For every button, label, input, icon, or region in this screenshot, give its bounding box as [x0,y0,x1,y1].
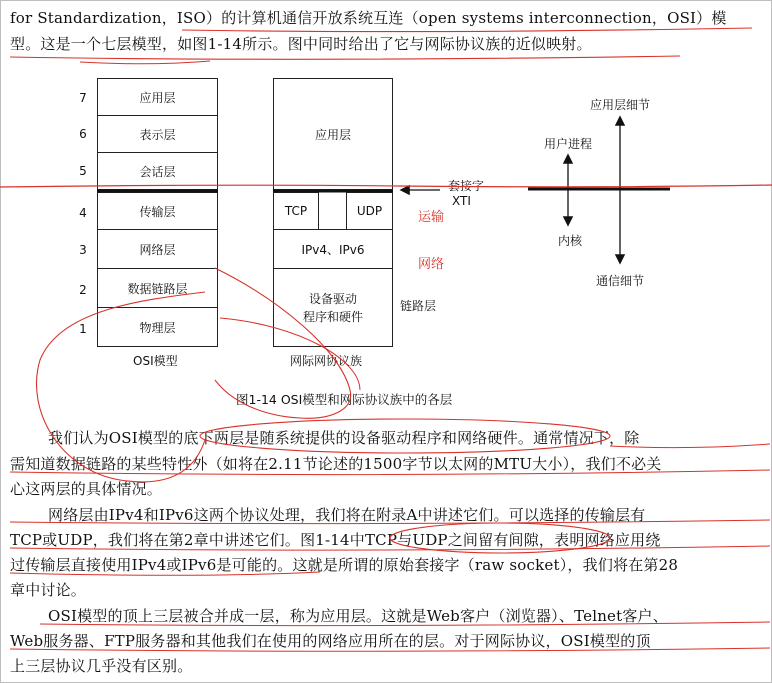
osi-layer-num: 5 [79,164,87,178]
annotation-network: 网络 [418,257,445,272]
osi-layer-application: 应用层 [97,78,218,116]
kernel-label: 内核 [558,234,583,248]
p1-line-2: 需知道数据链路的某些特性外（如将在2.11节论述的1500字节以太网的MTU大小），我们不必关 [10,455,662,473]
red-underline-intro-2 [10,56,680,59]
osi-layer-num: 4 [79,206,87,220]
red-circle-p1 [200,419,610,453]
intro-line-2: 型。这是一个七层模型，如图1-14所示。图中同时给出了它与网际协议族的近似映射。 [10,35,592,53]
p1-line-1: 我们认为OSI模型的底下两层是随系统提供的设备驱动程序和网络硬件。通常情况下，除 [48,429,640,447]
p3-line-1: OSI模型的顶上三层被合并成一层，称为应用层。这就是Web客户（浏览器）、Telnet客户、 [48,607,668,625]
osi-layer-network: 网络层 [97,229,218,269]
red-underline-intro-3 [80,61,210,64]
red-underline-p2-2 [10,546,770,550]
red-underline-p3-2 [10,648,770,651]
osi-layer-num: 6 [79,127,87,141]
osi-layer-datalink: 数据链路层 [97,268,218,308]
osi-layer-physical: 物理层 [97,307,218,347]
comm-detail-label: 通信细节 [596,274,645,288]
ip-link-layer: 设备驱动 程序和硬件 [273,268,393,347]
p1-line-3: 心这两层的具体情况。 [10,480,163,498]
osi-layer-num: 3 [79,243,87,257]
user-process-label: 用户进程 [544,137,593,151]
osi-layer-num: 7 [79,91,87,105]
red-loop-left [37,292,205,482]
red-underline-p2-1 [10,520,770,524]
ip-application-layer: 应用层 [273,78,393,190]
p2-line-3: 过传输层直接使用IPv4或IPv6是可能的。这就是所谓的原始套接字（raw socket），我们将在第28 [10,556,679,574]
red-underline-p2-3 [10,572,320,575]
red-underline-p1-2 [10,470,770,475]
figure-caption: 图1-14 OSI模型和网际协议族中的各层 [236,392,453,407]
osi-model-label: OSI模型 [133,354,178,368]
app-detail-label: 应用层细节 [590,98,651,112]
p2-line-1: 网络层由IPv4和IPv6这两个协议处理，我们将在附录A中讲述它们。可以选择的传输层有 [48,506,646,524]
intro-line-1: for Standardization，ISO）的计算机通信开放系统互连（open systems interconnection，OSI）模 [10,9,727,27]
socket-label: 套接字 [448,179,485,193]
annotation-transport: 运输 [418,210,445,225]
red-underline-p1-1 [610,444,770,448]
ip-network-layer: IPv4、IPv6 [273,229,393,269]
osi-layer-num: 2 [79,283,87,297]
link-layer-label: 链路层 [400,299,437,313]
red-divider-annotation [0,185,772,187]
xti-label: XTI [452,194,471,208]
osi-layer-num: 1 [79,322,87,336]
red-underline-p3-1 [40,622,770,626]
ip-tcp-box: TCP [273,192,319,230]
red-loop-middle [220,318,363,390]
p3-line-3: 上三层协议几乎没有区别。 [10,657,193,675]
osi-layer-session: 会话层 [97,152,218,190]
osi-layer-presentation: 表示层 [97,115,218,153]
p2-line-2: TCP或UDP，我们将在第2章中讲述它们。图1-14中TCP与UDP之间留有间隙，表明网络应用绕 [10,531,661,549]
osi-layer-transport: 传输层 [97,192,218,230]
red-loop-right [215,268,351,418]
ip-suite-label: 网际网协议族 [290,354,363,368]
red-underline-intro-1 [182,28,752,32]
ip-udp-box: UDP [346,192,393,230]
p2-line-4: 章中讨论。 [10,581,87,599]
p3-line-2: Web服务器、FTP服务器和其他我们在使用的网络应用所在的层。对于网际协议，OSI模型的顶 [10,632,651,650]
